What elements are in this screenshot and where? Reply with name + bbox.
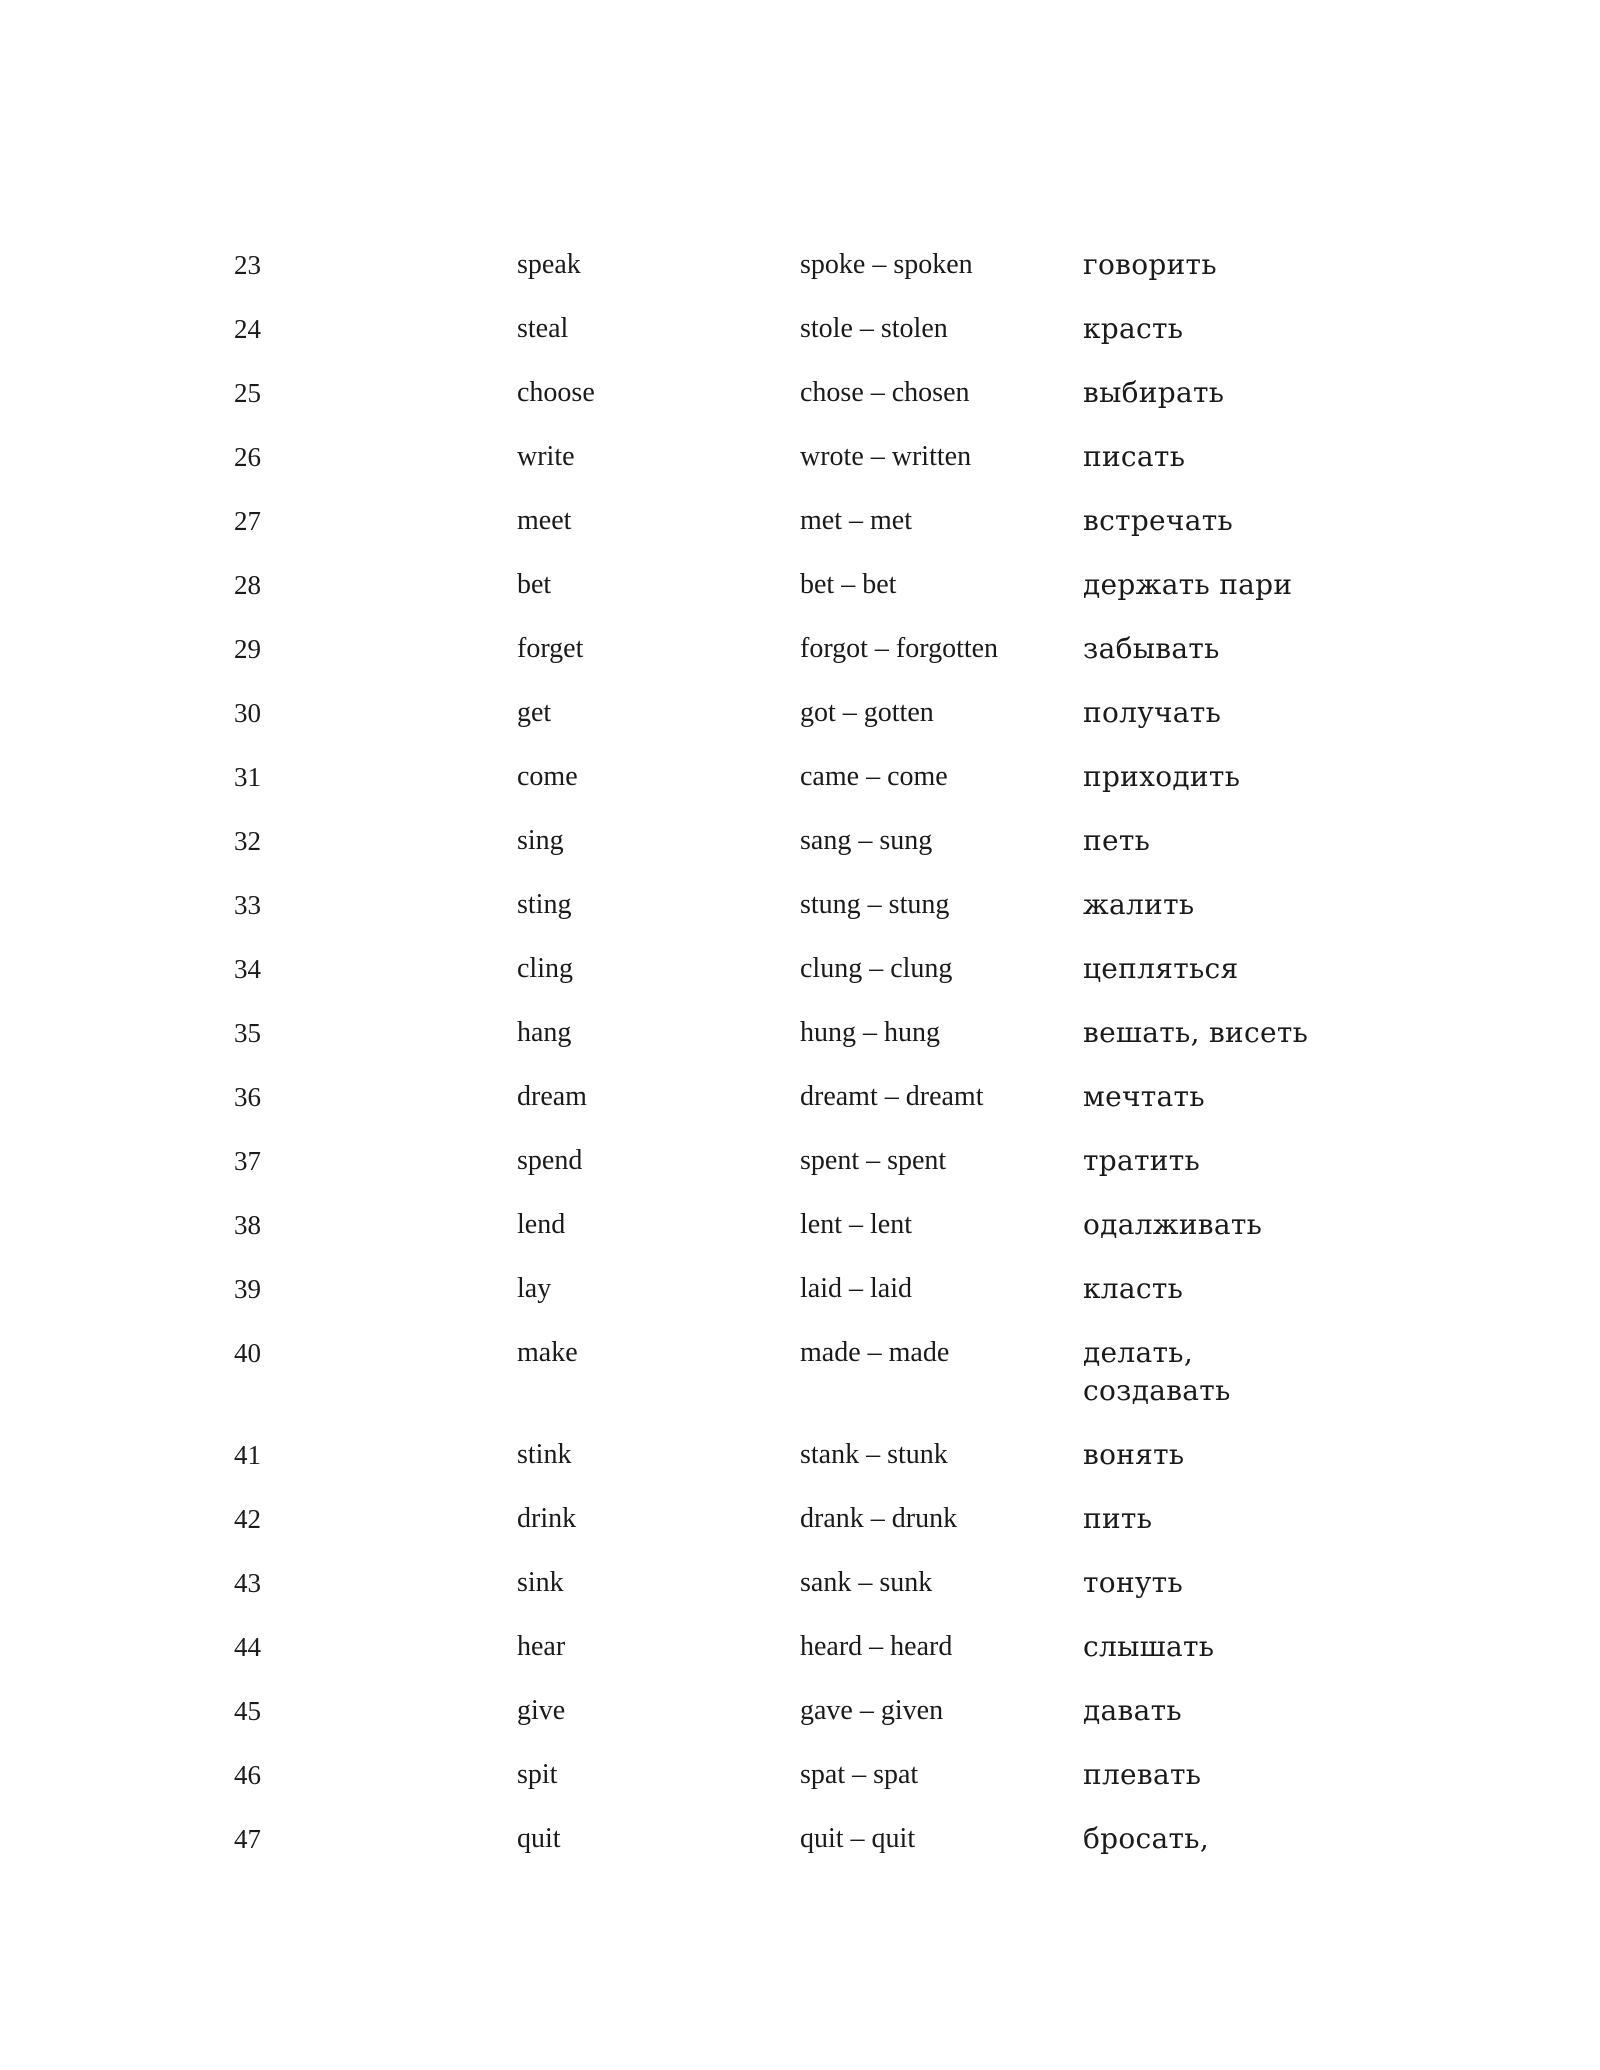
verb-number-text: 24 xyxy=(234,314,261,344)
verb-base-form xyxy=(517,374,800,438)
verb-translation xyxy=(1083,1142,1394,1206)
verb-base-form-text: give xyxy=(517,1695,566,1726)
verb-past-forms xyxy=(800,1500,1083,1564)
verb-translation-text: держать пари xyxy=(1083,568,1293,601)
verb-past-forms xyxy=(800,1436,1083,1500)
verb-translation xyxy=(1083,1206,1394,1270)
verb-row xyxy=(234,438,1394,502)
verb-translation xyxy=(1083,1436,1394,1500)
verb-base-form xyxy=(517,1692,800,1756)
verb-number xyxy=(234,886,517,950)
verb-base-form-text: drink xyxy=(517,1503,577,1534)
verb-row xyxy=(234,1628,1394,1692)
verb-translation xyxy=(1083,1014,1394,1078)
verb-past-forms-text: stole – stolen xyxy=(800,313,948,344)
verb-translation xyxy=(1083,1078,1394,1142)
verb-base-form-text: sing xyxy=(517,825,564,856)
verb-row xyxy=(234,1206,1394,1270)
verb-past-forms-text: gave – given xyxy=(800,1695,944,1726)
verb-past-forms xyxy=(800,1628,1083,1692)
verb-base-form xyxy=(517,886,800,950)
verb-number-text: 43 xyxy=(234,1568,261,1598)
verb-past-forms xyxy=(800,1334,1083,1436)
verb-past-forms xyxy=(800,1206,1083,1270)
verb-past-forms-text: dreamt – dreamt xyxy=(800,1081,984,1112)
verb-translation xyxy=(1083,566,1394,630)
verb-base-form xyxy=(517,1564,800,1628)
verb-translation-text: одалживать xyxy=(1083,1208,1263,1241)
verb-base-form xyxy=(517,566,800,630)
verb-row xyxy=(234,1500,1394,1564)
verb-past-forms-text: chose – chosen xyxy=(800,377,970,408)
verb-row xyxy=(234,1270,1394,1334)
verb-past-forms xyxy=(800,1564,1083,1628)
verb-past-forms xyxy=(800,502,1083,566)
verb-translation xyxy=(1083,886,1394,950)
verb-past-forms-text: sank – sunk xyxy=(800,1567,933,1598)
verb-past-forms xyxy=(800,758,1083,822)
verb-row xyxy=(234,246,1394,310)
verb-translation-text: пить xyxy=(1083,1502,1153,1535)
verb-number xyxy=(234,246,517,310)
verb-translation xyxy=(1083,822,1394,886)
verb-base-form xyxy=(517,502,800,566)
verb-translation-text: петь xyxy=(1083,824,1151,857)
verb-past-forms xyxy=(800,950,1083,1014)
verb-base-form-text: sink xyxy=(517,1567,564,1598)
verb-number-text: 33 xyxy=(234,890,261,920)
verb-translation-text: писать xyxy=(1083,440,1186,473)
verb-table-body xyxy=(234,246,1394,1884)
verb-translation-text: делать, xyxy=(1083,1336,1194,1369)
verb-number-text: 30 xyxy=(234,698,261,728)
verb-translation-text: вонять xyxy=(1083,1438,1185,1471)
verb-past-forms-text: spent – spent xyxy=(800,1145,947,1176)
verb-past-forms xyxy=(800,374,1083,438)
verb-base-form xyxy=(517,310,800,374)
verb-row xyxy=(234,1436,1394,1500)
verb-base-form-text: hang xyxy=(517,1017,572,1048)
verb-translation-continued: создавать xyxy=(1083,1374,1231,1407)
verb-past-forms-text: spat – spat xyxy=(800,1759,919,1790)
verb-row xyxy=(234,310,1394,374)
verb-row xyxy=(234,1564,1394,1628)
verb-row xyxy=(234,886,1394,950)
verb-row xyxy=(234,1334,1394,1436)
verb-past-forms xyxy=(800,566,1083,630)
verb-base-form xyxy=(517,1500,800,1564)
verb-past-forms-text: stung – stung xyxy=(800,889,950,920)
verb-number xyxy=(234,758,517,822)
verb-row xyxy=(234,822,1394,886)
verb-base-form xyxy=(517,1820,800,1884)
verb-number xyxy=(234,438,517,502)
verb-base-form xyxy=(517,246,800,310)
verb-number-text: 42 xyxy=(234,1504,261,1534)
verb-base-form xyxy=(517,758,800,822)
verb-base-form-text: forget xyxy=(517,633,584,664)
verb-base-form xyxy=(517,1756,800,1820)
verb-number xyxy=(234,1820,517,1884)
verb-translation xyxy=(1083,758,1394,822)
verb-row xyxy=(234,1142,1394,1206)
verb-row xyxy=(234,502,1394,566)
verb-base-form xyxy=(517,1206,800,1270)
verb-base-form xyxy=(517,1270,800,1334)
verb-base-form xyxy=(517,950,800,1014)
verb-number-text: 41 xyxy=(234,1440,261,1470)
verb-number xyxy=(234,310,517,374)
verb-translation-text: говорить xyxy=(1083,248,1217,281)
verb-translation-text: цепляться xyxy=(1083,952,1239,985)
verb-base-form xyxy=(517,1142,800,1206)
verb-past-forms-text: heard – heard xyxy=(800,1631,953,1662)
verb-number xyxy=(234,1014,517,1078)
verb-translation-text: давать xyxy=(1083,1694,1182,1727)
verb-translation-text: получать xyxy=(1083,696,1222,729)
verb-translation-text: класть xyxy=(1083,1272,1184,1305)
verb-row xyxy=(234,1014,1394,1078)
verb-translation-text: мечтать xyxy=(1083,1080,1205,1113)
verb-number xyxy=(234,1692,517,1756)
verb-base-form-text: stink xyxy=(517,1439,572,1470)
verb-translation xyxy=(1083,1692,1394,1756)
verb-base-form xyxy=(517,694,800,758)
verb-row xyxy=(234,1756,1394,1820)
verb-base-form-text: sting xyxy=(517,889,572,920)
verb-row xyxy=(234,758,1394,822)
verb-translation xyxy=(1083,374,1394,438)
verb-number xyxy=(234,1334,517,1436)
verb-past-forms-text: forgot – forgotten xyxy=(800,633,999,664)
verb-number-text: 38 xyxy=(234,1210,261,1240)
verb-past-forms-text: hung – hung xyxy=(800,1017,940,1048)
verb-number-text: 45 xyxy=(234,1696,261,1726)
verb-base-form-text: write xyxy=(517,441,575,472)
verb-row xyxy=(234,630,1394,694)
verb-row xyxy=(234,566,1394,630)
verb-number xyxy=(234,630,517,694)
verb-translation xyxy=(1083,310,1394,374)
verb-base-form-text: come xyxy=(517,761,578,792)
verb-number-text: 25 xyxy=(234,378,261,408)
verb-translation-text: встречать xyxy=(1083,504,1234,537)
verb-base-form-text: speak xyxy=(517,249,581,280)
verb-number-text: 29 xyxy=(234,634,261,664)
verb-base-form xyxy=(517,1014,800,1078)
verb-translation xyxy=(1083,630,1394,694)
verb-base-form-text: steal xyxy=(517,313,569,344)
verb-base-form-text: bet xyxy=(517,569,552,600)
verb-past-forms xyxy=(800,1270,1083,1334)
verb-translation-text: слышать xyxy=(1083,1630,1215,1663)
verb-past-forms xyxy=(800,694,1083,758)
verb-base-form xyxy=(517,630,800,694)
verb-past-forms xyxy=(800,1142,1083,1206)
verb-number-text: 27 xyxy=(234,506,261,536)
verb-translation xyxy=(1083,1756,1394,1820)
verb-row xyxy=(234,1820,1394,1884)
verb-number xyxy=(234,1500,517,1564)
verb-base-form-text: make xyxy=(517,1337,578,1368)
verb-row xyxy=(234,374,1394,438)
verb-translation xyxy=(1083,502,1394,566)
verb-past-forms xyxy=(800,1692,1083,1756)
verb-translation xyxy=(1083,1564,1394,1628)
verb-past-forms-text: met – met xyxy=(800,505,912,536)
verb-translation xyxy=(1083,950,1394,1014)
verb-number-text: 46 xyxy=(234,1760,261,1790)
verb-number xyxy=(234,1628,517,1692)
verb-past-forms xyxy=(800,438,1083,502)
verb-number-text: 36 xyxy=(234,1082,261,1112)
verb-translation xyxy=(1083,1500,1394,1564)
verb-base-form xyxy=(517,822,800,886)
verb-past-forms-text: quit – quit xyxy=(800,1823,916,1854)
verb-past-forms xyxy=(800,822,1083,886)
verb-past-forms xyxy=(800,630,1083,694)
verb-number xyxy=(234,822,517,886)
verb-row xyxy=(234,950,1394,1014)
verb-number-text: 40 xyxy=(234,1338,261,1368)
verb-translation xyxy=(1083,1334,1394,1436)
verb-past-forms xyxy=(800,1014,1083,1078)
verb-base-form xyxy=(517,1628,800,1692)
verb-number xyxy=(234,1206,517,1270)
verb-number xyxy=(234,950,517,1014)
verb-base-form-text: meet xyxy=(517,505,572,536)
verb-base-form-text: spend xyxy=(517,1145,583,1176)
verb-base-form-text: get xyxy=(517,697,552,728)
verb-translation-text: красть xyxy=(1083,312,1184,345)
verb-translation xyxy=(1083,1820,1394,1884)
verb-translation-text: бросать, xyxy=(1083,1822,1210,1855)
irregular-verbs-table xyxy=(234,246,1394,1884)
verb-number xyxy=(234,1078,517,1142)
verb-base-form-text: dream xyxy=(517,1081,587,1112)
verb-past-forms xyxy=(800,1078,1083,1142)
verb-number-text: 31 xyxy=(234,762,261,792)
verb-row xyxy=(234,694,1394,758)
verb-row xyxy=(234,1692,1394,1756)
verb-past-forms-text: got – gotten xyxy=(800,697,934,728)
verb-translation xyxy=(1083,246,1394,310)
verb-base-form xyxy=(517,1436,800,1500)
verb-number-text: 32 xyxy=(234,826,261,856)
verb-base-form-text: cling xyxy=(517,953,573,984)
verb-past-forms-text: spoke – spoken xyxy=(800,249,973,280)
verb-base-form-text: choose xyxy=(517,377,595,408)
verb-translation xyxy=(1083,438,1394,502)
verb-translation-text: тонуть xyxy=(1083,1566,1184,1599)
verb-number-text: 47 xyxy=(234,1824,261,1854)
verb-base-form-text: lay xyxy=(517,1273,552,1304)
verb-number xyxy=(234,502,517,566)
verb-number-text: 44 xyxy=(234,1632,261,1662)
verb-base-form-text: spit xyxy=(517,1759,558,1790)
verb-base-form xyxy=(517,1334,800,1436)
verb-number xyxy=(234,566,517,630)
verb-base-form-text: hear xyxy=(517,1631,566,1662)
verb-base-form xyxy=(517,438,800,502)
verb-past-forms xyxy=(800,1820,1083,1884)
verb-translation-text: приходить xyxy=(1083,760,1241,793)
verb-past-forms-text: laid – laid xyxy=(800,1273,912,1304)
verb-past-forms-text: drank – drunk xyxy=(800,1503,958,1534)
verb-number-text: 34 xyxy=(234,954,261,984)
verb-translation-text: плевать xyxy=(1083,1758,1202,1791)
verb-base-form-text: quit xyxy=(517,1823,561,1854)
verb-past-forms-text: wrote – written xyxy=(800,441,972,472)
verb-number-text: 28 xyxy=(234,570,261,600)
verb-past-forms-text: made – made xyxy=(800,1337,950,1368)
verb-number xyxy=(234,694,517,758)
verb-base-form-text: lend xyxy=(517,1209,566,1240)
verb-translation-text: забывать xyxy=(1083,632,1220,665)
verb-translation xyxy=(1083,694,1394,758)
verb-past-forms xyxy=(800,310,1083,374)
verb-number xyxy=(234,374,517,438)
verb-row xyxy=(234,1078,1394,1142)
verb-translation-text: выбирать xyxy=(1083,376,1225,409)
verb-past-forms-text: bet – bet xyxy=(800,569,897,600)
verb-number-text: 23 xyxy=(234,250,261,280)
verb-past-forms xyxy=(800,886,1083,950)
verb-translation-text: вешать, висеть xyxy=(1083,1016,1309,1049)
verb-number-text: 35 xyxy=(234,1018,261,1048)
verb-number xyxy=(234,1756,517,1820)
verb-translation-text: жалить xyxy=(1083,888,1195,921)
verb-number xyxy=(234,1270,517,1334)
verb-translation xyxy=(1083,1628,1394,1692)
verb-past-forms-text: stank – stunk xyxy=(800,1439,948,1470)
verb-translation xyxy=(1083,1270,1394,1334)
verb-past-forms-text: clung – clung xyxy=(800,953,953,984)
verb-base-form xyxy=(517,1078,800,1142)
verb-number xyxy=(234,1142,517,1206)
verb-past-forms xyxy=(800,1756,1083,1820)
verb-number xyxy=(234,1564,517,1628)
verb-past-forms xyxy=(800,246,1083,310)
verb-past-forms-text: came – come xyxy=(800,761,948,792)
verb-past-forms-text: lent – lent xyxy=(800,1209,912,1240)
verb-number-text: 26 xyxy=(234,442,261,472)
verb-number-text: 39 xyxy=(234,1274,261,1304)
verb-past-forms-text: sang – sung xyxy=(800,825,933,856)
verb-number xyxy=(234,1436,517,1500)
verb-translation-text: тратить xyxy=(1083,1144,1201,1177)
verb-number-text: 37 xyxy=(234,1146,261,1176)
